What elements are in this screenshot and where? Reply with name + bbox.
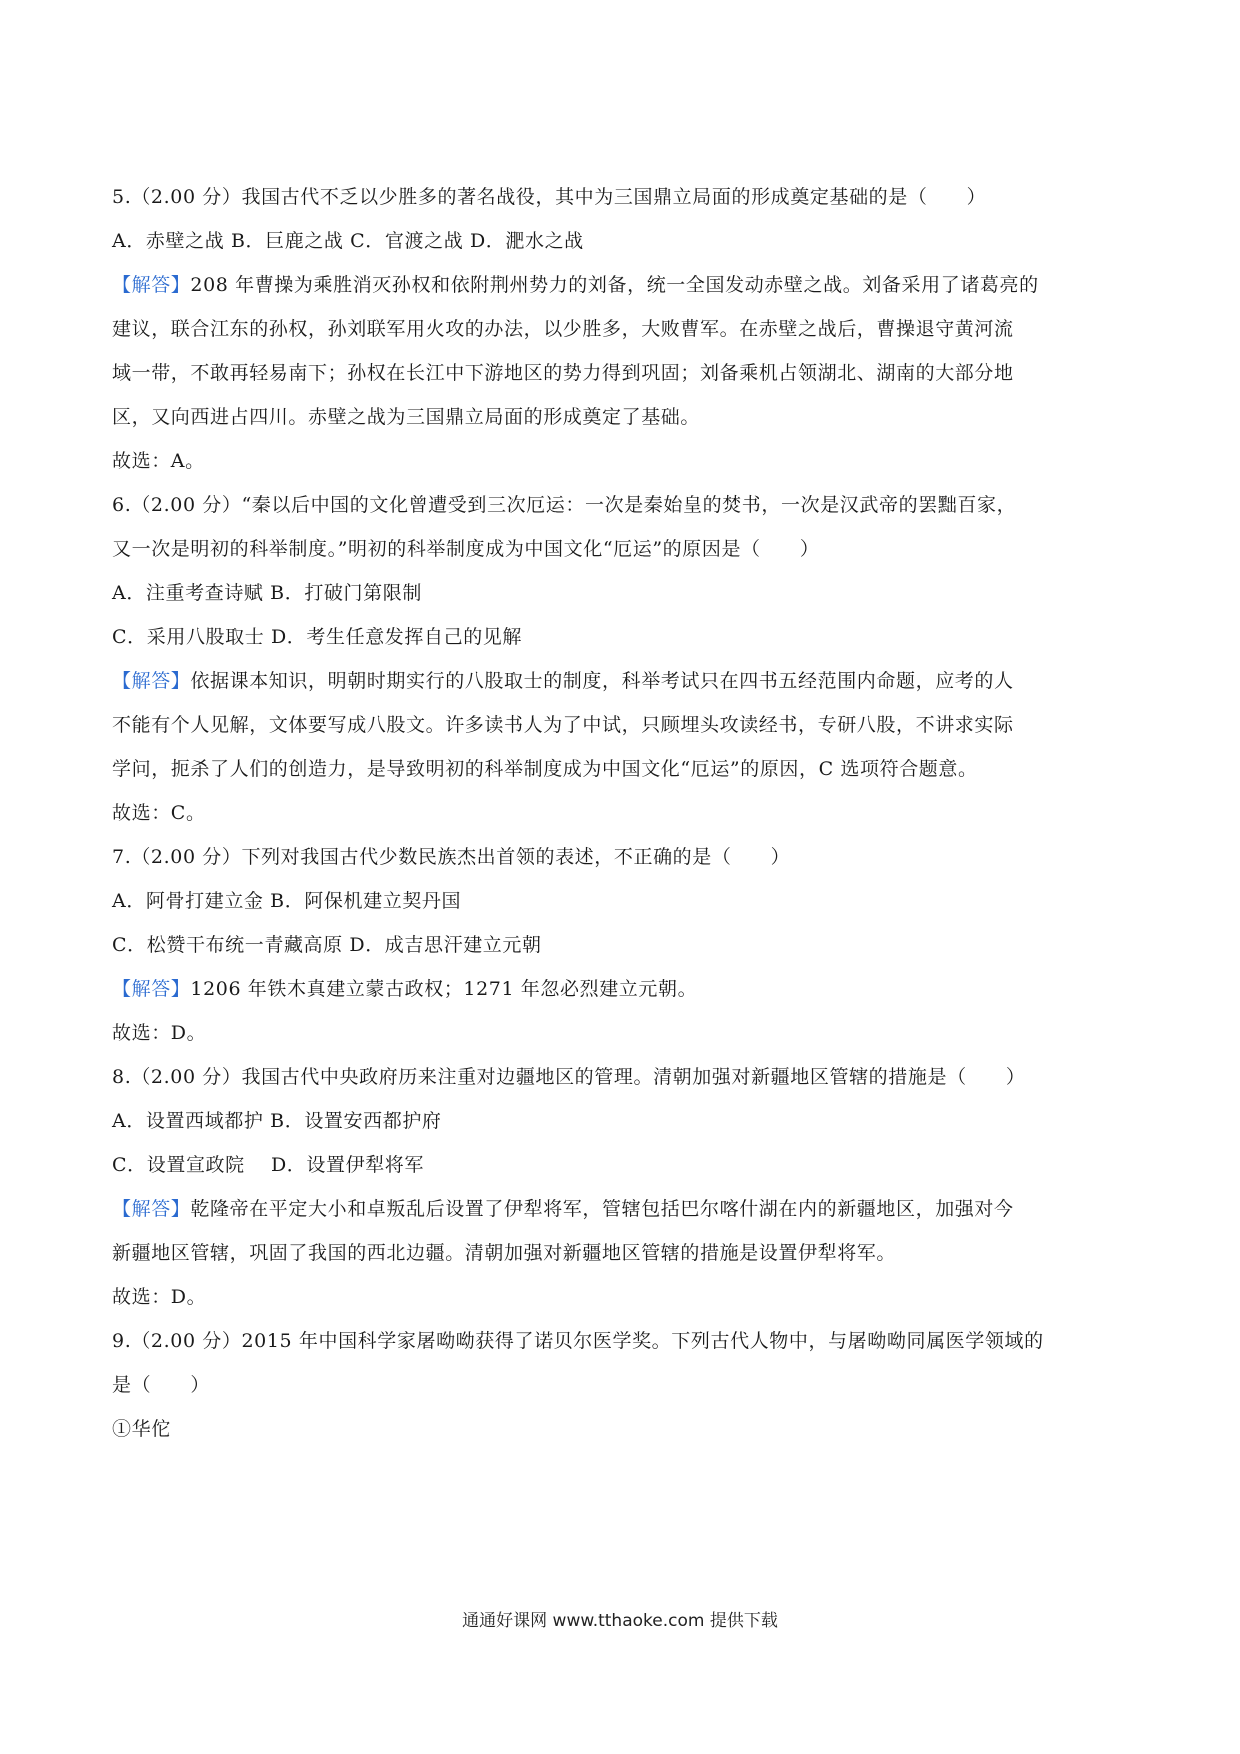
question-6-choice: 故选：C。	[112, 802, 206, 824]
question-6-options-line-1: A．注重考查诗赋 B．打破门第限制	[112, 582, 422, 604]
question-5-analysis-line-1	[112, 270, 1132, 300]
answer-label: 【解答】	[112, 670, 191, 692]
question-8-analysis-line-1	[112, 1194, 1132, 1224]
analysis-text: 208 年曹操为乘胜消灭孙权和依附荆州势力的刘备，统一全国发动赤壁之战。刘备采用了诸葛亮的	[190, 274, 1039, 296]
footer-download-notice: 通通好课网 www.tthaoke.com 提供下载	[462, 1611, 778, 1631]
question-5-options: A．赤壁之战 B．巨鹿之战 C．官渡之战 D．淝水之战	[112, 230, 584, 252]
analysis-text: 乾隆帝在平定大小和卓叛乱后设置了伊犁将军，管辖包括巴尔喀什湖在内的新疆地区，加强对今	[190, 1198, 1014, 1220]
question-6-stem-line-2: 又一次是明初的科举制度。”明初的科举制度成为中国文化“厄运”的原因是（ ）	[112, 538, 820, 560]
question-8-options-line-2: C．设置宣政院 D．设置伊犁将军	[112, 1154, 425, 1176]
question-9-stem-line-1: 9.（2.00 分）2015 年中国科学家屠呦呦获得了诺贝尔医学奖。下列古代人物中，与屠呦呦同属医学领域的	[112, 1330, 1044, 1352]
question-8-analysis-line-2: 新疆地区管辖，巩固了我国的西北边疆。清朝加强对新疆地区管辖的措施是设置伊犁将军。	[112, 1242, 897, 1264]
question-8-stem: 8.（2.00 分）我国古代中央政府历来注重对边疆地区的管理。清朝加强对新疆地区管辖的措施是（ ）	[112, 1066, 1026, 1088]
question-5-analysis-line-3: 域一带，不敢再轻易南下；孙权在长江中下游地区的势力得到巩固；刘备乘机占领湖北、湖南的大部分地	[112, 362, 1014, 384]
answer-label: 【解答】	[112, 1198, 191, 1220]
analysis-text: 1206 年铁木真建立蒙古政权；1271 年忽必烈建立元朝。	[190, 978, 698, 1000]
question-8-choice: 故选：D。	[112, 1286, 207, 1308]
question-7-options-line-2: C．松赞干布统一青藏高原 D．成吉思汗建立元朝	[112, 934, 542, 956]
question-9-stem-line-2: 是（ ）	[112, 1374, 211, 1396]
analysis-text: 依据课本知识，明朝时期实行的八股取士的制度，科举考试只在四书五经范围内命题，应考的人	[190, 670, 1014, 692]
question-7-analysis-line-1	[112, 974, 1132, 1004]
question-7-stem: 7.（2.00 分）下列对我国古代少数民族杰出首领的表述，不正确的是（ ）	[112, 846, 791, 868]
question-5-stem: 5.（2.00 分）我国古代不乏以少胜多的著名战役，其中为三国鼎立局面的形成奠定基础的是（ ）	[112, 186, 987, 208]
question-6-analysis-line-1	[112, 666, 1132, 696]
question-7-options-line-1: A．阿骨打建立金 B．阿保机建立契丹国	[112, 890, 462, 912]
answer-label: 【解答】	[112, 978, 191, 1000]
question-6-stem-line-1: 6.（2.00 分）“秦以后中国的文化曾遭受到三次厄运：一次是秦始皇的焚书，一次是汉武帝的罢黜百家，	[112, 494, 1017, 516]
question-5-analysis-line-4: 区，又向西进占四川。赤壁之战为三国鼎立局面的形成奠定了基础。	[112, 406, 701, 428]
answer-label: 【解答】	[112, 274, 191, 296]
question-6-analysis-line-3: 学问，扼杀了人们的创造力，是导致明初的科举制度成为中国文化“厄运”的原因，C 选项符合题意。	[112, 758, 978, 780]
question-7-choice: 故选：D。	[112, 1022, 207, 1044]
question-9-option-1: ①华佗	[112, 1418, 171, 1440]
question-8-options-line-1: A．设置西域都护 B．设置安西都护府	[112, 1110, 442, 1132]
question-5-choice: 故选：A。	[112, 450, 205, 472]
question-6-analysis-line-2: 不能有个人见解，文体要写成八股文。许多读书人为了中试，只顾埋头攻读经书，专研八股，不讲求实际	[112, 714, 1014, 736]
question-5-analysis-line-2: 建议，联合江东的孙权，孙刘联军用火攻的办法，以少胜多，大败曹军。在赤壁之战后，曹操退守黄河流	[112, 318, 1014, 340]
question-6-options-line-2: C．采用八股取士 D．考生任意发挥自己的见解	[112, 626, 523, 648]
